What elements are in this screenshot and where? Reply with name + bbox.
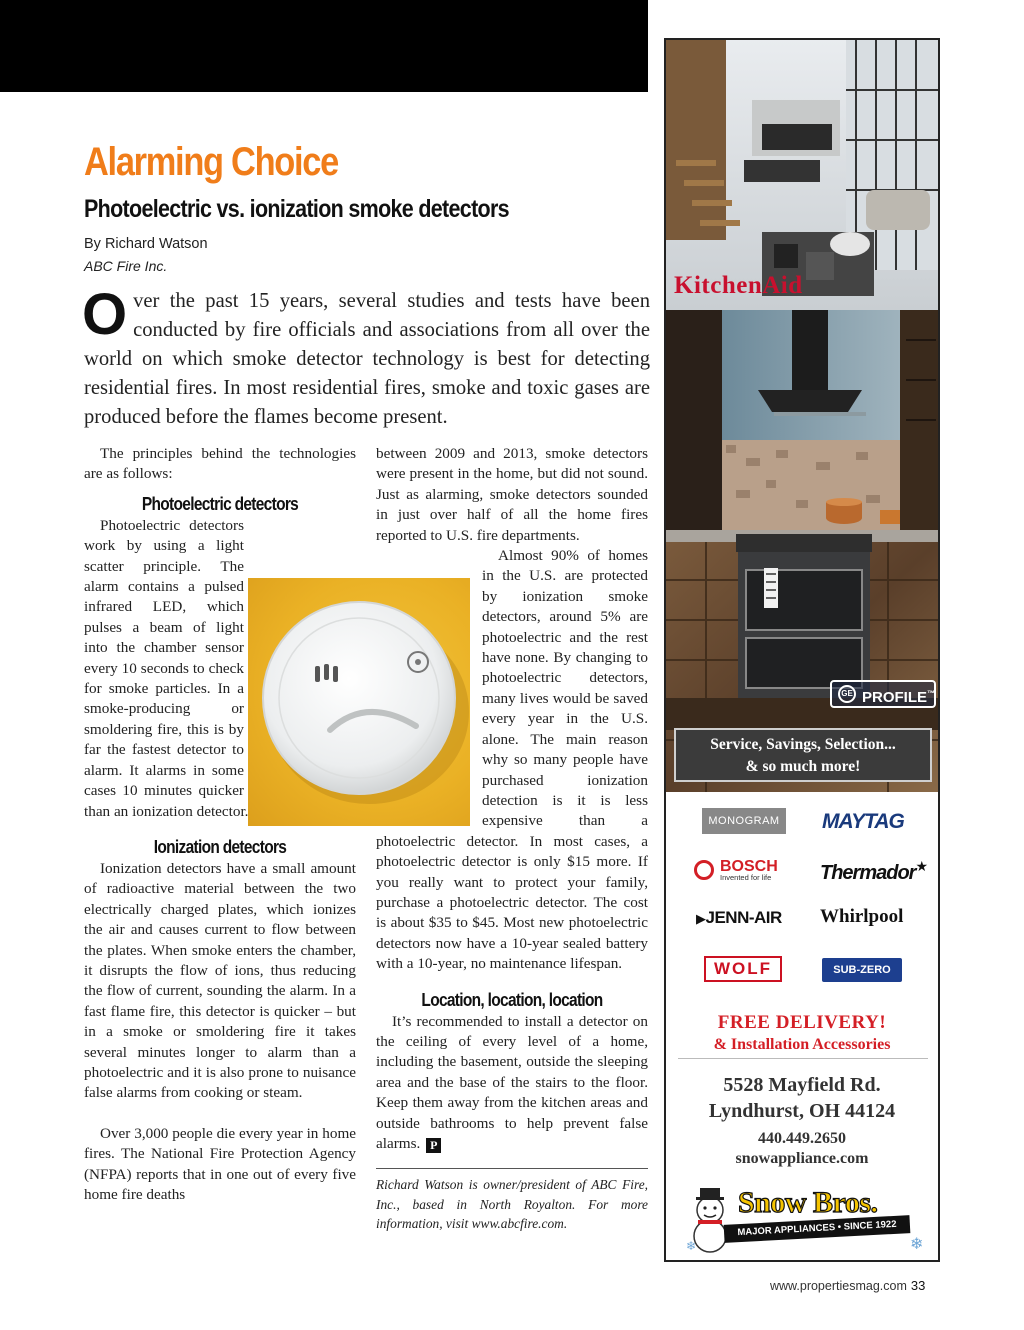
jenn-air-logo [696,908,782,928]
bio-divider [376,1168,648,1169]
intro-paragraph: The principles behind the technologies are as follows: [84,445,356,483]
article-subtitle: Photoelectric vs. ionization smoke detectors [84,195,509,223]
service-banner [674,728,932,782]
bosch-ring-icon [694,860,714,880]
snowflake-icon: ❄ [910,1236,924,1253]
trademark-symbol: ™ [927,689,936,698]
website-link[interactable]: snowappliance.com [735,1150,869,1167]
deaths-paragraph: Over 3,000 people die every year in home fires. The National Fire Protection Agency (NFPA) reports that in one out of every five home fire deaths [84,1124,356,1203]
svg-text:❄: ❄ [686,1239,697,1253]
continued-paragraph: between 2009 and 2013, smoke detectors were present in the home, but did not sound. Just as alarming, smoke detectors sounded in just over half of all the home fires reported to U.S. fire departments. [376,445,648,544]
author-bio: Richard Watson is owner/president of ABC Fire, Inc., based in North Royalton. For more information, visit www.abcfire.com. [376,1177,648,1232]
wolf-logo: WOLF [704,956,782,982]
kitchenaid-logo: KitchenAid [674,272,803,299]
column-right [376,444,648,1234]
thermador-name: Thermador [820,862,916,884]
free-delivery-text: FREE DELIVERY! [717,1012,887,1033]
lede-paragraph [82,282,650,432]
address-line-2: Lyndhurst, OH 44124 [708,1100,896,1122]
photo-wrap-spacer-right [376,546,482,828]
article-title: Alarming Choice [84,140,338,184]
snowman-mascot-icon [680,1184,740,1256]
photoelectric-paragraph: Photoelectric detectors work by using a light scatter principle. The alarm contains a pulsed infrared LED, which pulses a beam of light into the chamber sensor every 10 seconds to check for smoke particles. In a smoke-producing or smoldering fire, this is by far the fastest detector to alarm. It alarms in some cases 10 minutes quicker than an ionization detector. [84,516,249,820]
whirlpool-logo: Whirlpool [820,906,904,927]
page-number: 33 [910,1278,926,1293]
end-mark-icon: P [426,1138,441,1153]
photo-wrap-spacer-left [244,516,356,782]
phone-number[interactable]: 440.449.2650 [758,1130,846,1147]
ionization-paragraph: Ionization detectors have a small amount of radioactive material between the two electrically charged plates, which ionizes the air and causes current to flow between the plates. When smoke enters the chamber, it disrupts the flow of ions, thus reducing the flow of current, sounding the alarm. In a fast flame fire, this detector is quicker – but in a smoke or smoldering fire it takes several minutes longer to alarm than a photoelectric and it is also prone to nuisance false alarms from cooking or steam. [84,859,356,1102]
installation-text: & Installation Accessories [713,1036,891,1053]
footer-url[interactable]: www.propertiesmag.com [770,1279,907,1293]
drop-cap: O [82,282,128,347]
snow-bros-advertisement[interactable] [664,38,940,1262]
profile-label: PROFILE [862,689,928,706]
bosch-name: BOSCH [720,858,778,875]
thermador-logo [820,858,927,885]
snow-bros-logo [680,1184,926,1256]
snow-bros-name: Snow Bros. [738,1186,878,1219]
location-text: It’s recommended to install a detector on the ceiling of every level of a home, including the basement, outside the sleeping area and the base of the stairs to the floor. Keep them away from the kitchen areas and outside bathrooms to help prevent false alarms. [376,1012,648,1152]
ge-profile-badge [830,680,936,708]
heading-photoelectric: Photoelectric detectors [141,493,299,514]
heading-ionization: Ionization detectors [153,836,287,857]
address-line-1: 5528 Mayfield Rd. [723,1074,881,1096]
maytag-logo: MAYTAG [822,810,904,833]
bosch-tagline: Invented for life [720,873,772,882]
sub-zero-logo: SUB-ZERO [822,958,902,982]
byline: By Richard Watson [84,236,208,252]
column-left [84,444,356,1205]
lede-text: ver the past 15 years, several studies and tests have been conducted by fire officials and associations from all over the world on which smoke detector technology is best for detecting residential fires. In most residential fires, smoke and toxic gases are produced before the flames become present. [84,290,650,428]
header-black-bar [0,0,648,92]
ad-divider [678,1058,928,1059]
ionization-stats-paragraph: Almost 90% of homes in the U.S. are protected by ionization smoke detectors, around 5% are photoelectric and the rest have none. By changing to photoelectric detectors, many lives would be saved every year in the U.S. alone. The main reason why so many people have purchased ionization detection is it is less expensive than a photoelectric detector. In most cases, a photoelectric detector is only $15 more. If you really want to protect your family, purchase a photoelectric detector. The cost is about $35 to $45. Most new photoelectric detectors now have a 10-year sealed battery with a 10-year, no maintenance lifespan. [376,547,648,973]
heading-location: Location, location, location [421,989,603,1010]
location-paragraph [376,1012,648,1155]
author-affiliation: ABC Fire Inc. [84,258,168,274]
snow-bros-tagline: MAJOR APPLIANCES • SINCE 1922 [724,1215,911,1243]
jenn-air-mark-icon: ▶ [696,911,706,926]
star-icon: ★ [915,858,928,874]
service-line-2: & so much more! [745,758,861,775]
bosch-logo [694,858,778,882]
service-line-1: Service, Savings, Selection... [710,736,896,753]
ge-logo-icon: GE [838,685,856,703]
monogram-logo: MONOGRAM [702,808,786,834]
page-footer [770,1278,925,1293]
jenn-air-name: JENN-AIR [705,908,782,927]
